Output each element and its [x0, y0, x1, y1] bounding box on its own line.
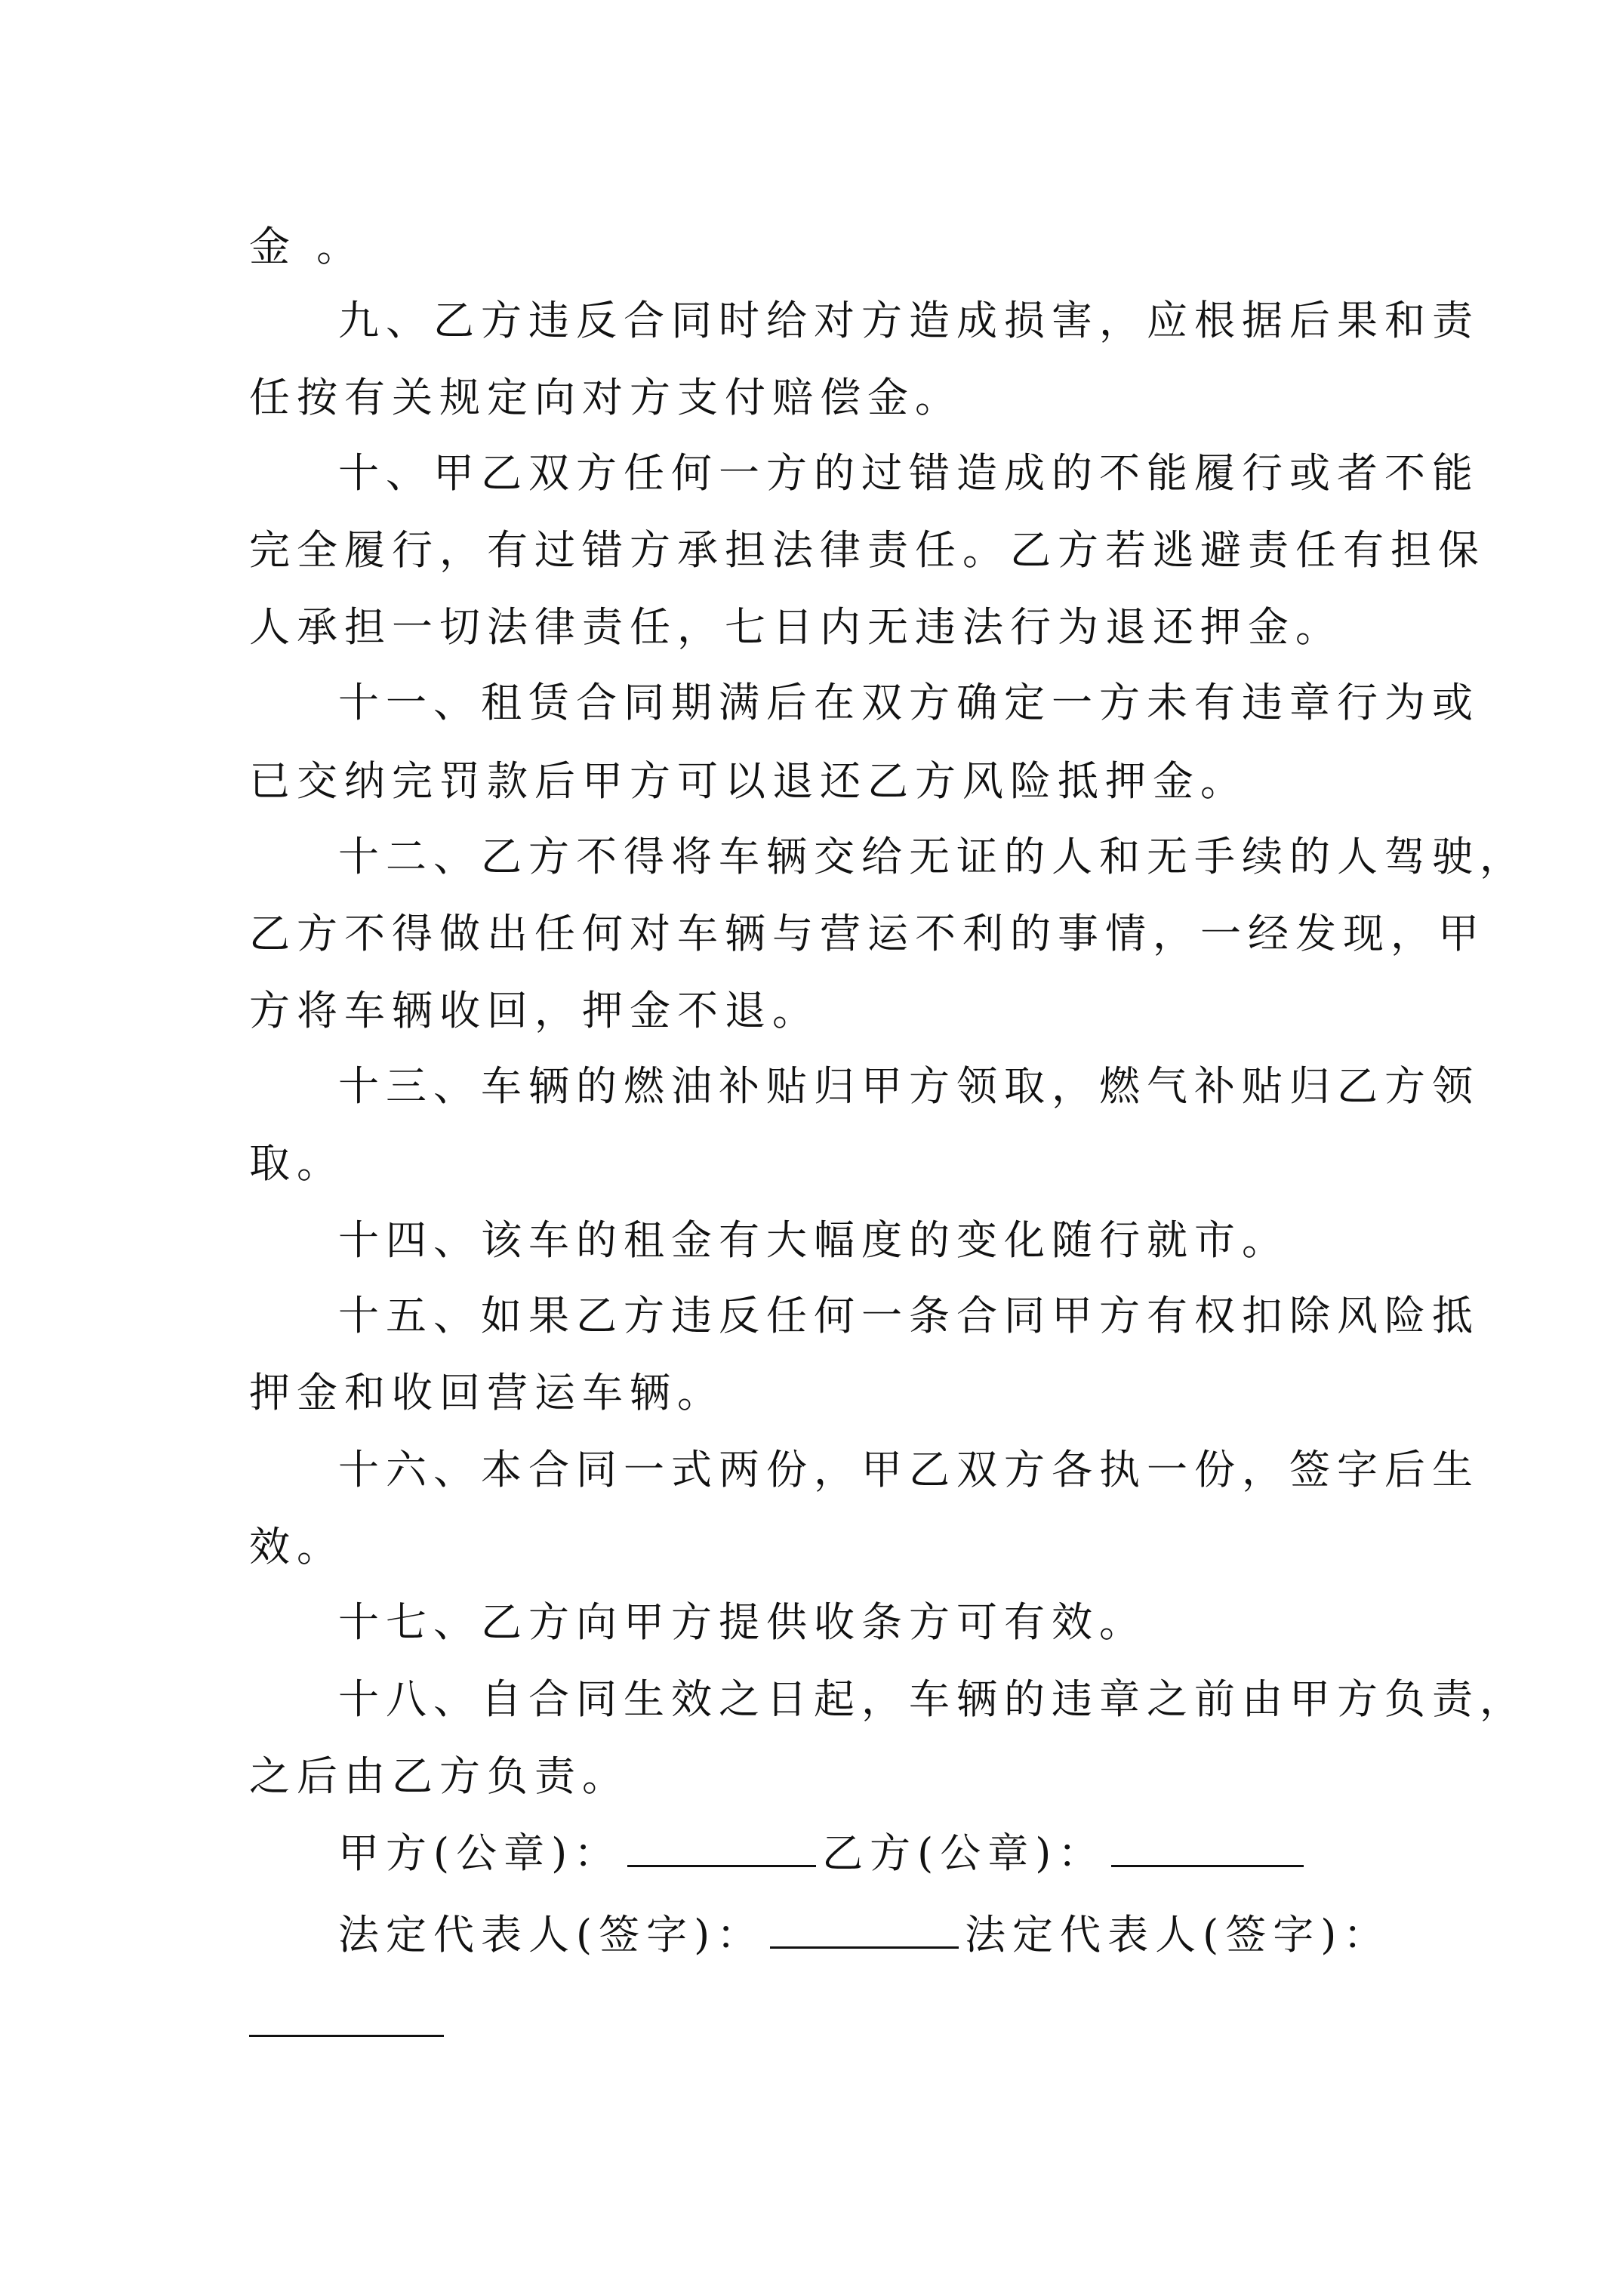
clause-15-line-2: 押金和收回营运车辆。 [249, 1369, 725, 1416]
clause-16-line-1: 十六、本合同一式两份，甲乙双方各执一份，签字后生 [338, 1446, 1480, 1493]
clause-11-line-1: 十一、租赁合同期满后在双方确定一方未有违章行为或 [338, 679, 1480, 726]
signature-rep-row [338, 1911, 1391, 1959]
clause-12-line-2: 乙方不得做出任何对车辆与营运不利的事情，一经发现，甲 [249, 910, 1486, 957]
clause-10-line-3: 人承担一切法律责任，七日内无违法行为退还押金。 [249, 603, 1343, 651]
clause-15-line-1: 十五、如果乙方违反任何一条合同甲方有权扣除风险抵 [338, 1292, 1480, 1339]
party-b-rep-label: 法定代表人(签字)： [965, 1911, 1391, 1959]
paragraph-line: 金 。 [249, 223, 365, 270]
clause-11-line-2: 已交纳完罚款后甲方可以退还乙方风险抵押金。 [249, 757, 1248, 805]
clause-10-line-2: 完全履行，有过错方承担法律责任。乙方若逃避责任有担保 [249, 526, 1486, 574]
clause-18-line-2: 之后由乙方负责。 [249, 1752, 630, 1800]
party-b-seal-label: 乙方(公章)： [822, 1829, 1106, 1877]
clause-16-line-2: 效。 [249, 1523, 344, 1570]
clause-18-line-1: 十八、自合同生效之日起，车辆的违章之前由甲方负责， [338, 1675, 1527, 1723]
clause-17-line-1: 十七、乙方向甲方提供收条方可有效。 [338, 1598, 1147, 1646]
clause-10-line-1: 十、甲乙双方任何一方的过错造成的不能履行或者不能 [338, 449, 1480, 497]
party-a-seal-label: 甲方(公章)： [338, 1829, 622, 1877]
clause-14-line-1: 十四、该车的租金有大幅度的变化随行就市。 [338, 1216, 1289, 1264]
document-page [249, 0, 1527, 2296]
party-a-rep-label: 法定代表人(签字)： [338, 1911, 765, 1959]
party-b-rep-blank[interactable] [249, 2035, 444, 2037]
party-a-rep-blank[interactable] [770, 1942, 959, 1949]
signature-seal-row [338, 1829, 1310, 1877]
clause-9-line-2: 任按有关规定向对方支付赔偿金。 [249, 374, 962, 421]
clause-12-line-1: 十二、乙方不得将车辆交给无证的人和无手续的人驾驶， [338, 833, 1527, 880]
clause-12-line-3: 方将车辆收回，押金不退。 [249, 987, 820, 1034]
clause-13-line-2: 取。 [249, 1139, 344, 1187]
party-a-seal-blank[interactable] [627, 1860, 816, 1867]
clause-13-line-1: 十三、车辆的燃油补贴归甲方领取，燃气补贴归乙方领 [338, 1062, 1480, 1110]
party-b-seal-blank[interactable] [1111, 1860, 1304, 1867]
clause-9-line-1: 九、乙方违反合同时给对方造成损害，应根据后果和责 [338, 297, 1480, 344]
